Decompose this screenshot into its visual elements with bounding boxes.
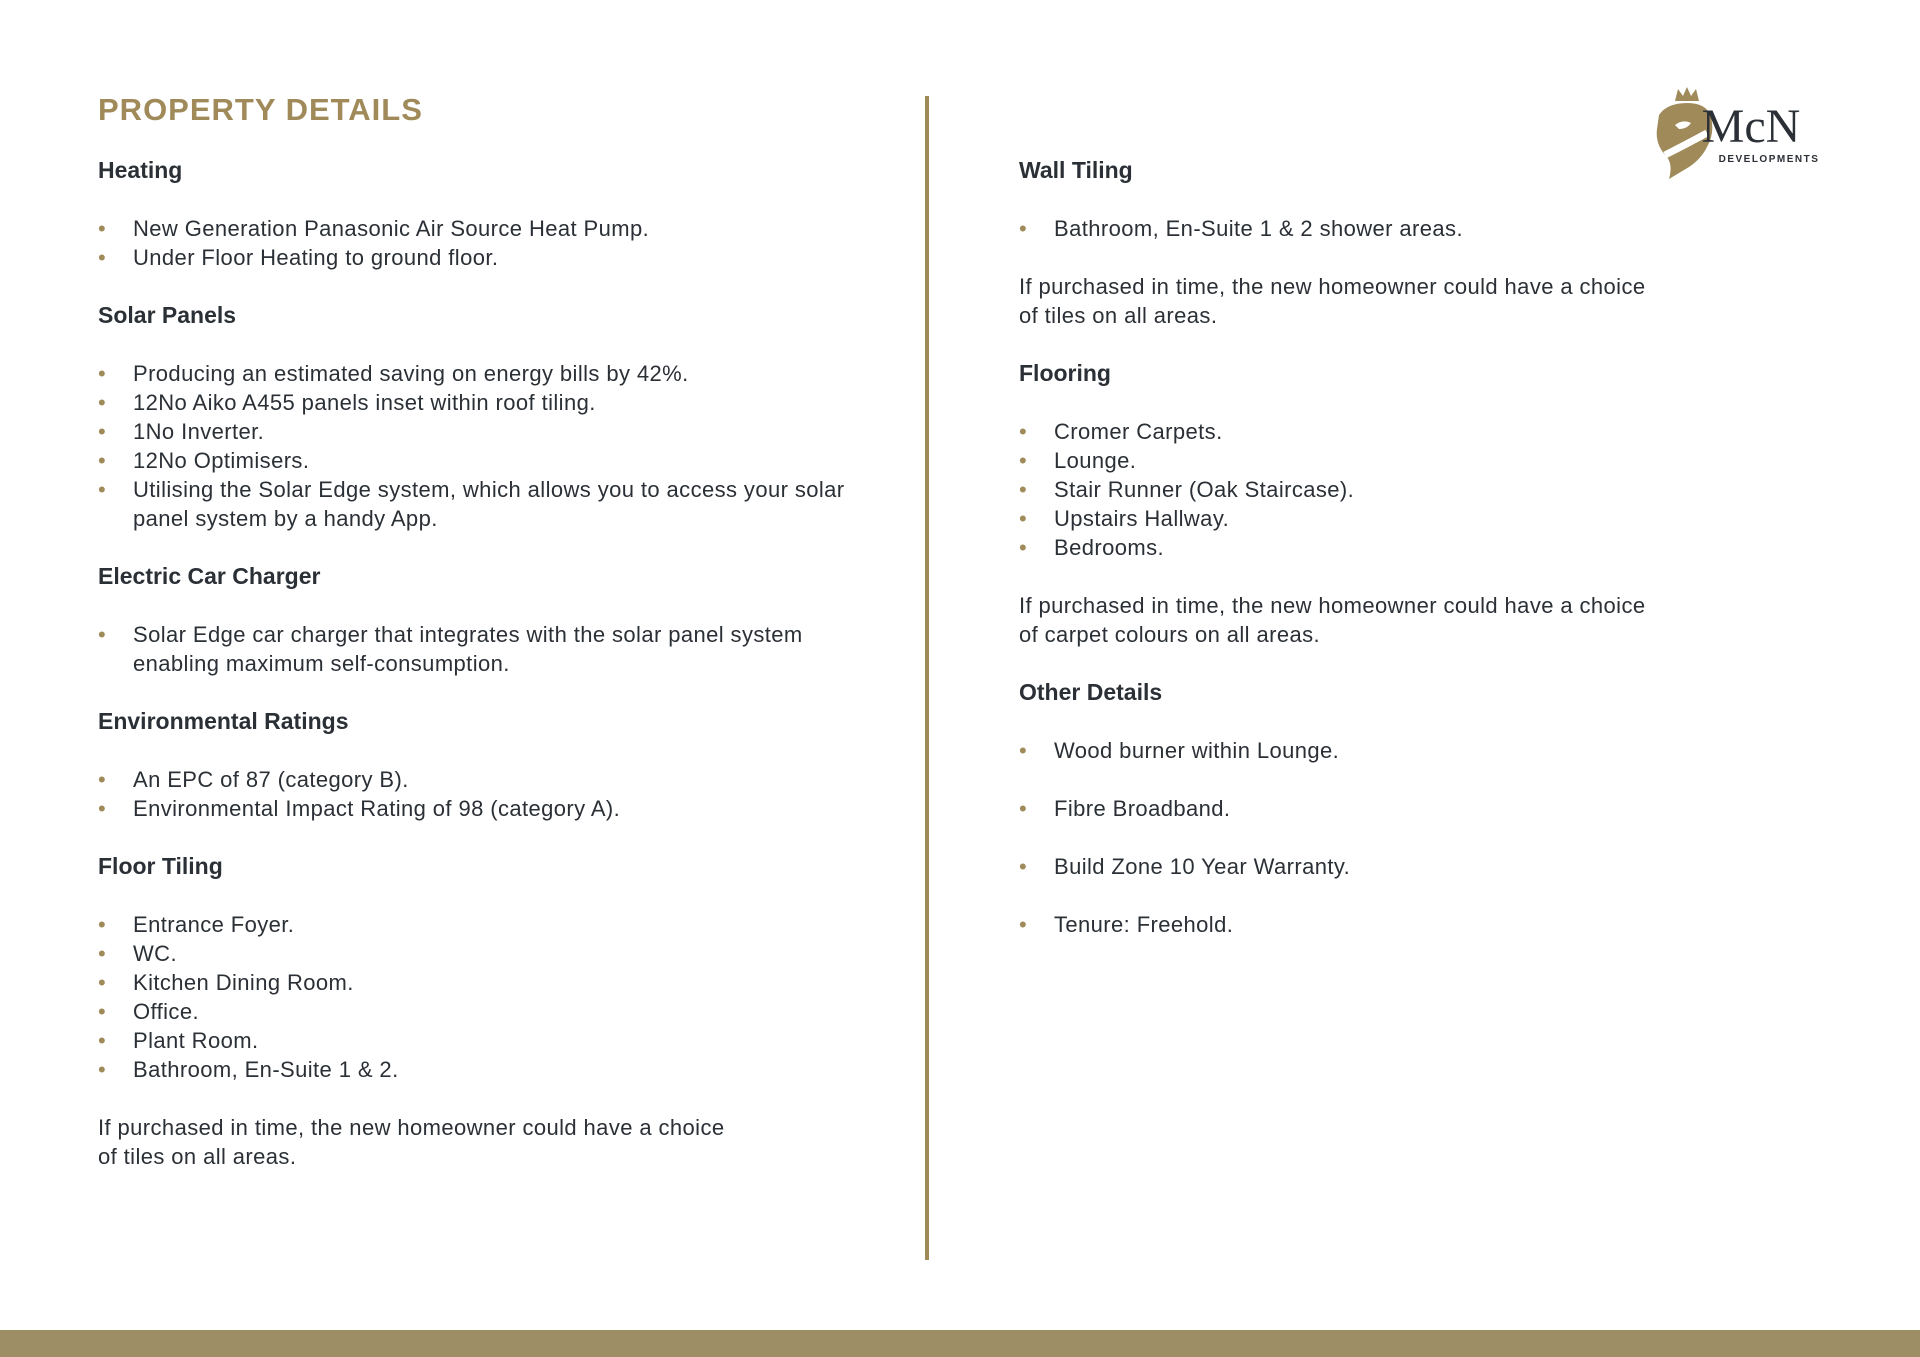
bullet-icon: • (1019, 912, 1028, 937)
list-item (1019, 446, 1779, 475)
crown-icon (1675, 87, 1699, 101)
solar-panels-section (98, 301, 858, 533)
section-note: If purchased in time, the new homeowner could have a choice of tiles on all areas. (1019, 274, 1646, 328)
list-item-text: 12No Aiko A455 panels inset within roof tiling. (133, 390, 596, 415)
section-heading: Flooring (1019, 360, 1111, 386)
list-item (98, 765, 858, 794)
list-item-text: Wood burner within Lounge. (1054, 738, 1340, 763)
bullet-icon: • (98, 796, 107, 821)
section-heading: Solar Panels (98, 302, 237, 328)
list-item (98, 794, 858, 823)
list-item (98, 359, 858, 388)
list-item-text: Plant Room. (133, 1028, 259, 1053)
page-title: PROPERTY DETAILS (98, 92, 423, 127)
bullet-icon: • (98, 361, 107, 386)
list-item (98, 243, 858, 272)
bullet-list (98, 359, 858, 533)
bullet-icon: • (1019, 506, 1028, 531)
list-item-text: 12No Optimisers. (133, 448, 310, 473)
list-item-text: Office. (133, 999, 199, 1024)
list-item-text: Fibre Broadband. (1054, 796, 1231, 821)
list-item (1019, 475, 1779, 504)
list-item-text: Stair Runner (Oak Staircase). (1054, 477, 1355, 502)
bullet-icon: • (1019, 448, 1028, 473)
bullet-list (1019, 417, 1779, 562)
section-heading: Wall Tiling (1019, 157, 1133, 183)
flooring-section (1019, 359, 1779, 649)
bullet-icon: • (1019, 535, 1028, 560)
bullet-list (1019, 214, 1779, 243)
section-heading: Environmental Ratings (98, 708, 349, 734)
list-item-text: Kitchen Dining Room. (133, 970, 354, 995)
list-item (98, 388, 858, 417)
bullet-icon: • (1019, 738, 1028, 763)
bullet-icon: • (98, 419, 107, 444)
bullet-icon: • (98, 1028, 107, 1053)
bullet-icon: • (1019, 419, 1028, 444)
list-item (98, 968, 858, 997)
list-item-text: 1No Inverter. (133, 419, 265, 444)
list-item (98, 910, 858, 939)
left-column (98, 156, 858, 1200)
bullet-list (98, 765, 858, 823)
list-item-text: Utilising the Solar Edge system, which allows you to access your solar panel system by a handy App. (133, 477, 845, 531)
list-item (98, 417, 858, 446)
list-item-text: Solar Edge car charger that integrates with the solar panel system enabling maximum self-consumption. (133, 622, 803, 676)
bullet-icon: • (98, 477, 107, 502)
electric-car-charger-section (98, 562, 858, 678)
list-item (1019, 794, 1779, 823)
list-item (98, 475, 858, 533)
section-heading: Floor Tiling (98, 853, 223, 879)
bullet-list (98, 214, 858, 272)
list-item (1019, 852, 1779, 881)
column-divider (925, 96, 929, 1260)
list-item-text: Producing an estimated saving on energy bills by 42%. (133, 361, 689, 386)
bullet-icon: • (1019, 854, 1028, 879)
bullet-icon: • (98, 941, 107, 966)
list-item (1019, 214, 1779, 243)
section-note: If purchased in time, the new homeowner could have a choice of carpet colours on all areas. (1019, 593, 1646, 647)
list-item (98, 620, 858, 678)
list-item-text: Build Zone 10 Year Warranty. (1054, 854, 1351, 879)
list-item (98, 214, 858, 243)
bullet-icon: • (98, 390, 107, 415)
bullet-icon: • (98, 912, 107, 937)
section-note: If purchased in time, the new homeowner could have a choice of tiles on all areas. (98, 1115, 725, 1169)
bullet-icon: • (98, 767, 107, 792)
heating-section (98, 156, 858, 272)
list-item (98, 1026, 858, 1055)
list-item (1019, 736, 1779, 765)
bullet-icon: • (98, 999, 107, 1024)
bullet-list (98, 910, 858, 1084)
list-item-text: Under Floor Heating to ground floor. (133, 245, 499, 270)
list-item (98, 939, 858, 968)
bullet-list (1019, 736, 1779, 939)
section-heading: Heating (98, 157, 183, 183)
wall-tiling-section (1019, 156, 1779, 330)
list-item-text: Bedrooms. (1054, 535, 1164, 560)
list-item-text: Tenure: Freehold. (1054, 912, 1234, 937)
list-item (1019, 910, 1779, 939)
list-item-text: Entrance Foyer. (133, 912, 295, 937)
list-item (98, 1055, 858, 1084)
list-item (1019, 533, 1779, 562)
environmental-ratings-section (98, 707, 858, 823)
bullet-icon: • (98, 448, 107, 473)
list-item-text: Cromer Carpets. (1054, 419, 1223, 444)
right-column (1019, 156, 1779, 968)
list-item-text: An EPC of 87 (category B). (133, 767, 409, 792)
section-heading: Electric Car Charger (98, 563, 321, 589)
list-item-text: New Generation Panasonic Air Source Heat Pump. (133, 216, 650, 241)
list-item-text: WC. (133, 941, 177, 966)
list-item-text: Environmental Impact Rating of 98 (category A). (133, 796, 621, 821)
bullet-icon: • (98, 245, 107, 270)
bullet-list (98, 620, 858, 678)
bullet-icon: • (98, 970, 107, 995)
list-item (98, 446, 858, 475)
bullet-icon: • (1019, 796, 1028, 821)
list-item (1019, 504, 1779, 533)
list-item-text: Bathroom, En-Suite 1 & 2 shower areas. (1054, 216, 1463, 241)
list-item-text: Upstairs Hallway. (1054, 506, 1230, 531)
list-item (98, 997, 858, 1026)
list-item-text: Lounge. (1054, 448, 1137, 473)
logo-brand: McN (1701, 100, 1801, 153)
logo-subtitle: DEVELOPMENTS (1718, 154, 1820, 165)
section-heading: Other Details (1019, 679, 1163, 705)
bullet-icon: • (98, 1057, 107, 1082)
list-item-text: Bathroom, En-Suite 1 & 2. (133, 1057, 399, 1082)
footer-band (0, 1330, 1920, 1357)
bullet-icon: • (1019, 477, 1028, 502)
list-item (1019, 417, 1779, 446)
other-details-section (1019, 678, 1779, 939)
bullet-icon: • (98, 622, 107, 647)
floor-tiling-section (98, 852, 858, 1171)
bullet-icon: • (98, 216, 107, 241)
bullet-icon: • (1019, 216, 1028, 241)
